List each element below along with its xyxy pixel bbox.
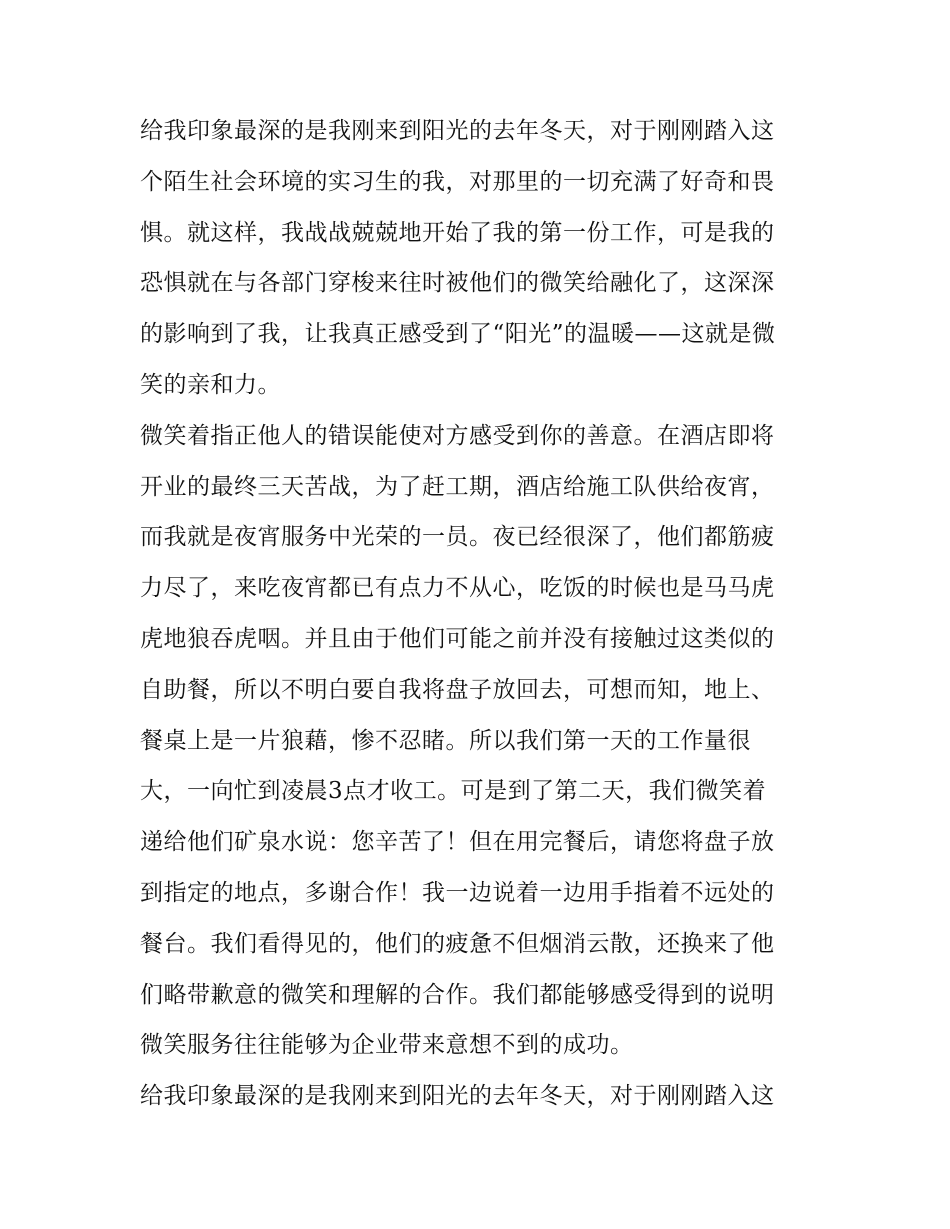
text-line: 递给他们矿泉水说：您辛苦了！但在用完餐后，请您将盘子放 — [140, 829, 775, 856]
text-line: 们略带歉意的微笑和理解的合作。我们都能够感受得到的说明 — [140, 981, 775, 1008]
text-line: 而我就是夜宵服务中光荣的一员。夜已经很深了，他们都筋疲 — [140, 524, 775, 551]
text-line: 虎地狼吞虎咽。并且由于他们可能之前并没有接触过这类似的 — [140, 625, 775, 652]
text-line: 到指定的地点，多谢合作！我一边说着一边用手指着不远处的 — [140, 879, 775, 906]
text-line: 大，一向忙到凌晨3点才收工。可是到了第二天，我们微笑着 — [140, 778, 767, 805]
text-line: 的影响到了我，让我真正感受到了“阳光”的温暖——这就是微 — [140, 321, 776, 348]
text-line: 给我印象最深的是我刚来到阳光的去年冬天，对于刚刚踏入这 — [140, 1083, 775, 1110]
body-text — [140, 106, 812, 1122]
text-line: 恐惧就在与各部门穿梭来往时被他们的微笑给融化了，这深深 — [140, 270, 775, 297]
text-line: 自助餐，所以不明白要自我将盘子放回去，可想而知，地上、 — [140, 676, 775, 703]
text-line: 开业的最终三天苦战，为了赶工期，酒店给施工队供给夜宵， — [140, 473, 775, 500]
text-line: 餐桌上是一片狼藉，惨不忍睹。所以我们第一天的工作量很 — [140, 727, 751, 754]
text-line: 餐台。我们看得见的，他们的疲惫不但烟消云散，还换来了他 — [140, 930, 775, 957]
text-line: 力尽了，来吃夜宵都已有点力不从心，吃饭的时候也是马马虎 — [140, 575, 775, 602]
text-line: 微笑着指正他人的错误能使对方感受到你的善意。在酒店即将 — [140, 422, 775, 449]
text-line: 个陌生社会环境的实习生的我，对那里的一切充满了好奇和畏 — [140, 168, 775, 195]
text-line: 微笑服务往往能够为企业带来意想不到的成功。 — [140, 1032, 634, 1059]
text-line: 笑的亲和力。 — [140, 371, 281, 398]
text-line: 惧。就这样，我战战兢兢地开始了我的第一份工作，可是我的 — [140, 219, 775, 246]
text-line: 给我印象最深的是我刚来到阳光的去年冬天，对于刚刚踏入这 — [140, 118, 775, 144]
